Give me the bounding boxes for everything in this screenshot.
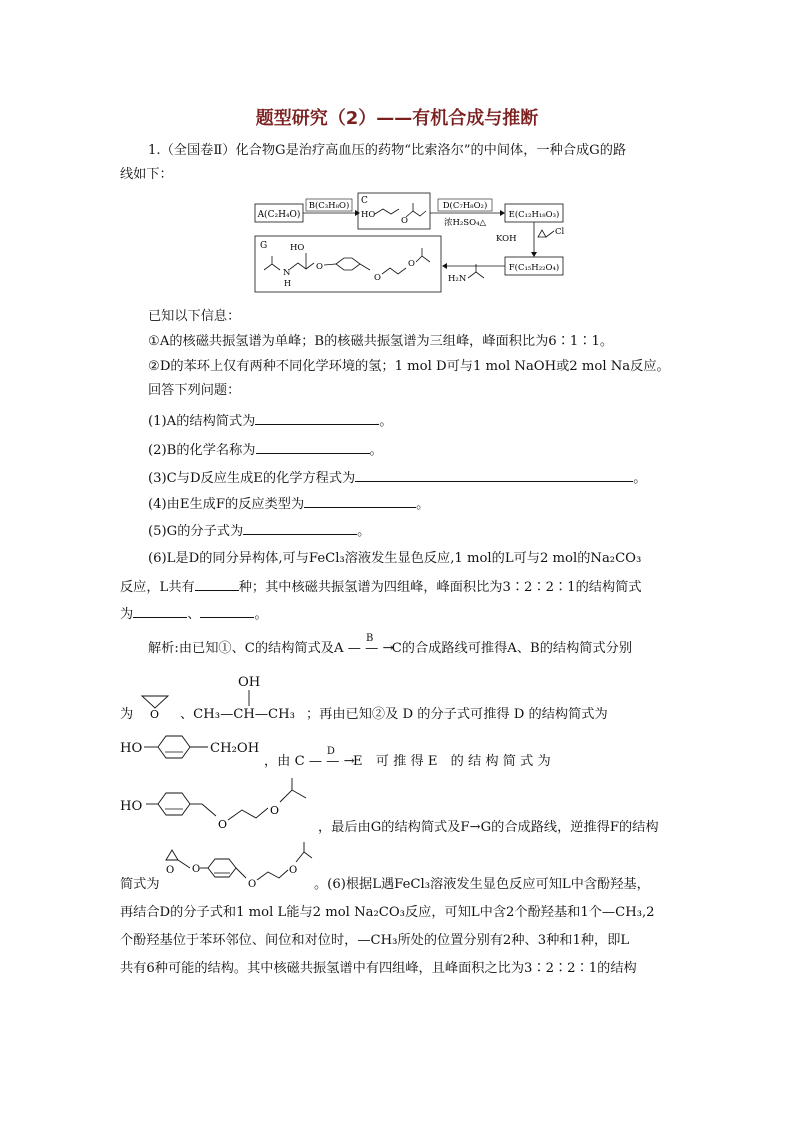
known-title: 已知以下信息： — [148, 309, 241, 324]
arrow-B: B — — → — [347, 633, 394, 656]
analysis-line4-tail: ，最后由G的结构简式及F→G的合成路线，逆推得F的结构 — [318, 820, 659, 835]
reagent-H2N: H₂N — [448, 274, 467, 284]
F-ether-O2: O — [248, 879, 257, 890]
analysis-line3-mid: ，由 C D — — →E 可 推 得 E 的 结 构 简 式 为 — [264, 746, 551, 769]
answer-blank-6b[interactable] — [133, 605, 187, 618]
analysis-line5-prefix: 简式为 — [120, 877, 160, 892]
question-intro-line2: 线如下： — [120, 167, 173, 182]
condition-acid-heat: 浓H₂SO₄△ — [443, 218, 487, 228]
compound-G-O3: O — [408, 259, 415, 269]
analysis-line2-tail: ；再由已知②及 D 的分子式可推得 D 的结构简式为 — [306, 707, 608, 722]
reagent-D-label: D(C₇H₈O₂) — [442, 201, 488, 211]
analysis-line6: 再结合D的分子式和1 mol L能与2 mol Na₂CO₃反应，可知L中含2个酚羟基和1个—CH₃,2 — [120, 905, 655, 920]
compound-G-label: G — [260, 241, 268, 251]
analysis-line2-prefix: 为 — [120, 707, 134, 722]
reagent-Cl: Cl — [555, 227, 565, 237]
compound-E-structure — [146, 776, 318, 832]
compound-F-label: F(C₁₅H₂₂O₄) — [508, 263, 560, 273]
analysis-line8: 共有6种可能的结构。其中核磁共振氢谱中有四组峰，且峰面积之比为3∶2∶2∶1的结构 — [120, 961, 637, 976]
F-ether-O1: O — [192, 864, 201, 875]
epoxide-structure — [136, 686, 176, 720]
answer-blank-4[interactable] — [304, 495, 416, 508]
analysis-line5-tail: 。(6)根据L遇FeCl₃溶液发生显色反应可知L中含酚羟基， — [314, 877, 650, 892]
question-6-line2: 反应，L共有 种；其中核磁共振氢谱为四组峰，峰面积比为3∶2∶2∶1的结构简式 — [120, 580, 642, 595]
answer-blank-6a[interactable] — [195, 578, 239, 591]
F-ether-O3: O — [289, 865, 298, 876]
compound-G-H: H — [284, 279, 291, 288]
answer-blank-1[interactable] — [255, 412, 379, 425]
E-ether-O2: O — [270, 804, 280, 817]
compound-C-label: C — [361, 196, 368, 206]
compound-E-label: E(C₁₂H₁₈O₃) — [508, 210, 560, 220]
arrow-D: D — — → — [308, 746, 355, 769]
analysis-line2-OH: OH — [238, 675, 261, 690]
answer-blank-2[interactable] — [256, 441, 370, 454]
benzyl-alcohol-ring — [144, 732, 210, 762]
question-1: (1)A的结构简式为 。 — [148, 414, 393, 429]
analysis-line4-HO: HO — [120, 799, 143, 814]
known-info-1: ①A的核磁共振氢谱为单峰；B的核磁共振氢谱为三组峰，峰面积比为6∶1∶1。 — [148, 334, 614, 349]
compound-G-N: N — [283, 268, 291, 278]
analysis-line1: 解析:由已知①、C的结构简式及A B — — →C的合成路线可推得A、B的结构简式分别 — [148, 633, 633, 656]
analysis-line7: 个酚羟基位于苯环邻位、间位和对位时，—CH₃所处的位置分别有2种、3种和1种，即L — [120, 933, 630, 948]
page-title: 题型研究（2）——有机合成与推断 — [255, 108, 539, 129]
compound-F-structure — [162, 838, 314, 890]
answer-prompt: 回答下列问题： — [148, 383, 241, 398]
synthesis-scheme — [250, 190, 570, 296]
question-5: (5)G的分子式为 。 — [148, 524, 371, 539]
question-intro-line1: 1.（全国卷Ⅱ）化合物G是治疗高血压的药物“比索洛尔”的中间体，一种合成G的路 — [148, 143, 627, 158]
compound-G-O2: O — [374, 273, 381, 283]
answer-blank-5[interactable] — [243, 522, 357, 535]
OH-bond — [247, 690, 251, 706]
analysis-line2-propanol: 、CH₃—CH—CH₃ — [180, 707, 295, 722]
question-6-line3: 为 、 。 — [120, 607, 268, 622]
answer-blank-3[interactable] — [355, 469, 633, 482]
compound-C-HO: HO — [361, 210, 376, 220]
compound-G-HO: HO — [290, 243, 305, 253]
reagent-B-label: B(C₃H₈O) — [308, 201, 350, 211]
question-2: (2)B的化学名称为 。 — [148, 443, 383, 458]
known-info-2: ②D的苯环上仅有两种不同化学环境的氢；1 mol D可与1 mol NaOH或2 mol Na反应。 — [148, 359, 670, 374]
question-6-line1: (6)L是D的同分异构体,可与FeCl₃溶液发生显色反应,1 mol的L可与2 mol的Na₂CO₃ — [148, 551, 642, 566]
epoxide-O: O — [150, 708, 160, 720]
compound-C-O: O — [401, 216, 408, 226]
question-3: (3)C与D反应生成E的化学方程式为 。 — [148, 471, 647, 486]
F-epoxide-O: O — [166, 865, 175, 876]
E-ether-O1: O — [218, 818, 228, 831]
answer-blank-6c[interactable] — [200, 605, 254, 618]
compound-A-label: A(C₂H₄O) — [257, 210, 301, 220]
reagent-KOH: KOH — [496, 234, 517, 244]
analysis-line3-HO: HO — [120, 741, 143, 756]
question-4: (4)由E生成F的反应类型为 。 — [148, 497, 430, 512]
analysis-line3-CH2OH: CH₂OH — [210, 741, 260, 756]
compound-G-O1: O — [316, 262, 323, 272]
